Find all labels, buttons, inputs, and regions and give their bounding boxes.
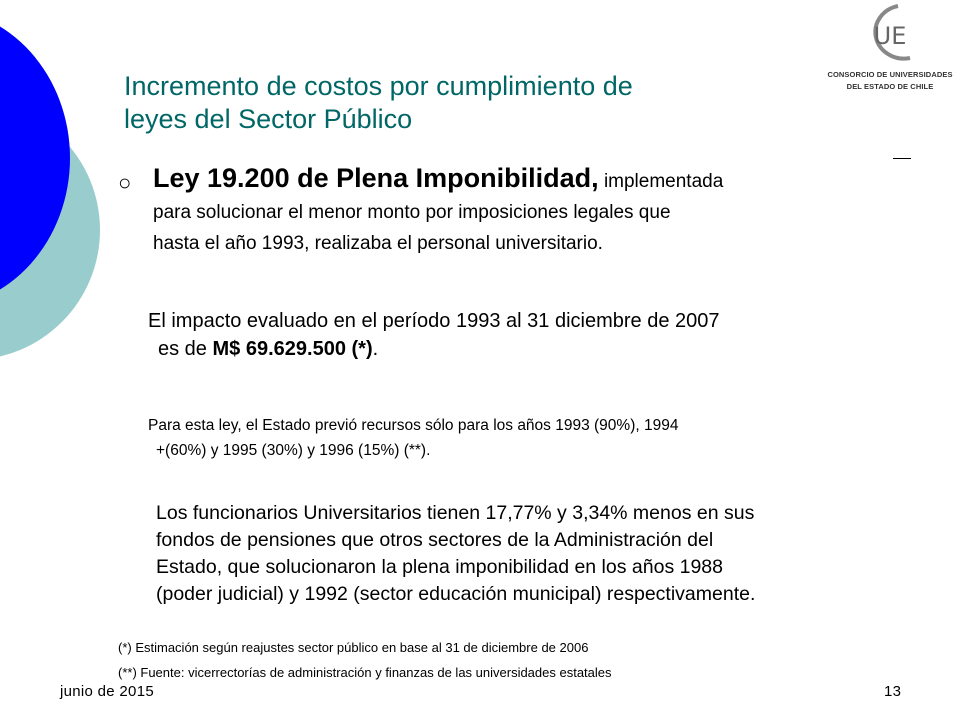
impact-paragraph bbox=[148, 307, 908, 363]
officials-line-1: Los funcionarios Universitarios tienen 17,77% y 3,34% menos en sus bbox=[156, 502, 755, 524]
slide-title bbox=[124, 70, 764, 136]
impact-line-1: El impacto evaluado en el período 1993 al 31 diciembre de 2007 bbox=[148, 310, 720, 332]
state-line-2: +(60%) y 1995 (30%) y 1996 (15%) (**). bbox=[156, 442, 431, 459]
footer-date: junio de 2015 bbox=[60, 683, 154, 700]
officials-line-2: fondos de pensiones que otros sectores de la Administración del bbox=[156, 529, 714, 551]
impact-suffix: . bbox=[372, 338, 379, 360]
state-resources-paragraph bbox=[148, 413, 908, 463]
law-text-2: para solucionar el menor monto por imposiciones legales que bbox=[153, 202, 671, 223]
impact-prefix: es de bbox=[158, 338, 207, 360]
footnote-1: (*) Estimación según reajustes sector público en base al 31 de diciembre de 2006 bbox=[118, 640, 589, 655]
law-paragraph bbox=[153, 163, 893, 259]
law-title: Ley 19.200 de Plena Imponibilidad, bbox=[153, 163, 599, 193]
logo-text-line-2: DEL ESTADO DE CHILE bbox=[846, 82, 934, 91]
officials-line-4: (poder judicial) y 1992 (sector educación municipal) respectivamente. bbox=[156, 583, 756, 605]
divider-dash bbox=[893, 158, 911, 159]
footnote-2: (**) Fuente: vicerrectorías de administración y finanzas de las universidades estatales bbox=[118, 665, 612, 680]
page-number: 13 bbox=[884, 683, 902, 700]
state-line-1: Para esta ley, el Estado previó recursos sólo para los años 1993 (90%), 1994 bbox=[148, 417, 679, 434]
impact-amount: M$ 69.629.500 (*) bbox=[212, 338, 373, 360]
officials-line-3: Estado, que solucionaron la plena imponibilidad en los años 1988 bbox=[156, 556, 723, 578]
consortium-logo bbox=[820, 0, 960, 100]
title-line-1: Incremento de costos por cumplimiento de bbox=[124, 71, 633, 101]
officials-paragraph bbox=[156, 500, 896, 608]
law-text-3: hasta el año 1993, realizaba el personal universitario. bbox=[153, 233, 603, 254]
logo-text-line-1: CONSORCIO DE UNIVERSIDADES bbox=[827, 70, 953, 79]
logo-monogram: UE bbox=[873, 22, 907, 50]
title-line-2: leyes del Sector Público bbox=[124, 104, 413, 134]
bullet-circle-icon: ○ bbox=[118, 170, 132, 195]
law-text-1: implementada bbox=[603, 171, 724, 192]
